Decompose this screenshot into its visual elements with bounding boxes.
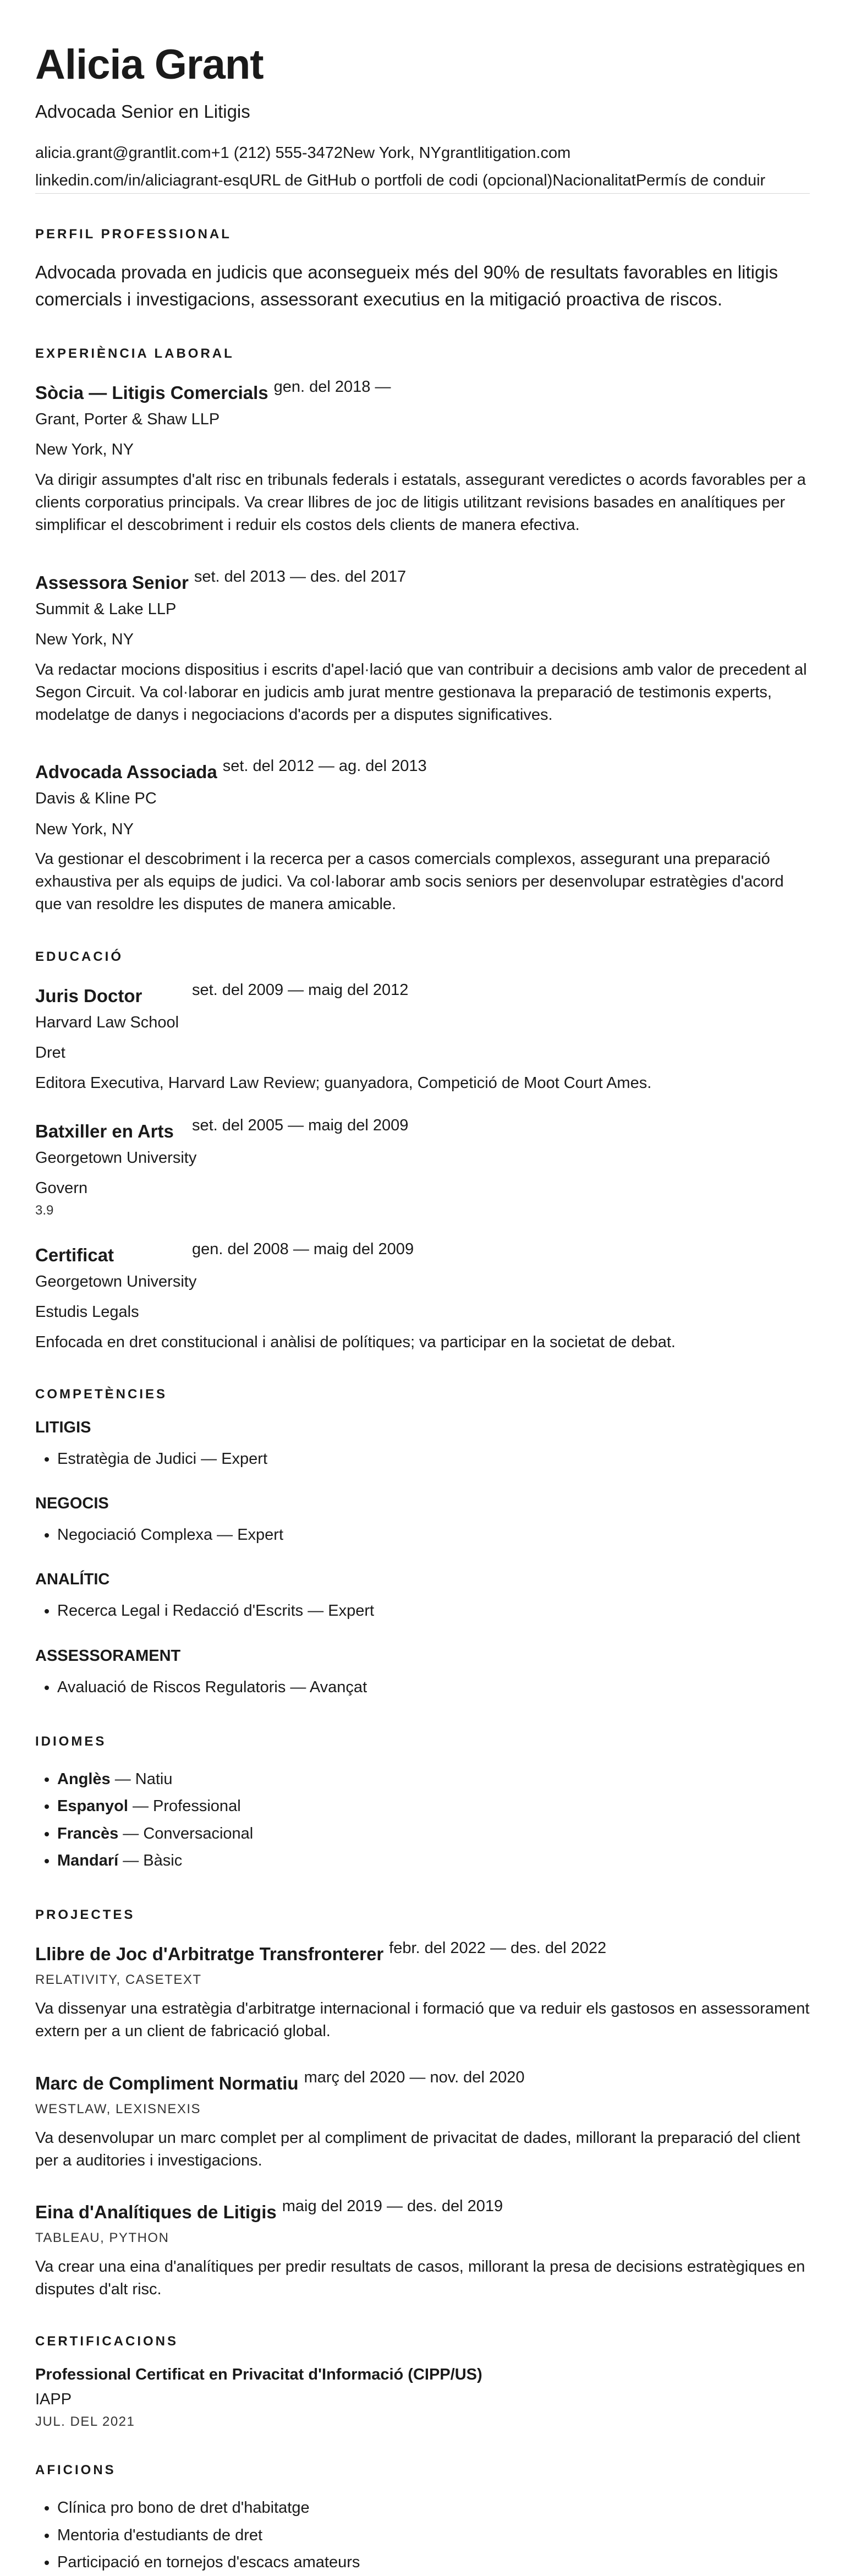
education-section: [35, 949, 810, 1354]
project-entry: [35, 2069, 810, 2172]
location-text: New York, NY: [343, 144, 441, 162]
project-dates: febr. del 2022 — des. del 2022: [389, 1939, 607, 1957]
experience-section: [35, 346, 810, 916]
job-company: Grant, Porter & Shaw LLP: [35, 410, 220, 428]
section-heading: EDUCACIÓ: [35, 949, 124, 964]
website-link[interactable]: grantlitigation.com: [441, 144, 571, 162]
project-description: Va desenvolupar un marc complet per al compliment de privacitat de dades, millorant la preparació del client per a auditories i investigacions.: [35, 2129, 800, 2169]
section-heading: PERFIL PROFESSIONAL: [35, 226, 232, 242]
language-item: [57, 1766, 810, 1793]
skills-section: [35, 1387, 810, 1701]
education-entry: [35, 981, 810, 1095]
project-dates: maig del 2019 — des. del 2019: [282, 2197, 503, 2215]
skill-category: ANALÍTIC: [35, 1571, 110, 1589]
job-title: Sòcia — Litigis Comercials: [35, 382, 268, 403]
project-entry: [35, 2197, 810, 2301]
language-name: Espanyol: [57, 1797, 128, 1815]
project-tools: TABLEAU, PYTHON: [35, 2230, 169, 2245]
education-dates: gen. del 2008 — maig del 2009: [192, 1240, 414, 1258]
job-location: New York, NY: [35, 441, 134, 459]
certifications-section: [35, 2334, 810, 2430]
certification-issuer: IAPP: [35, 2391, 72, 2409]
job-entry: [35, 757, 810, 916]
skill-item: • Recerca Legal i Redacció d'Escrits — Expert: [57, 1598, 810, 1625]
hobby-item: • Mentoria d'estudiants de dret: [57, 2522, 810, 2549]
projects-section: [35, 1907, 810, 2301]
job-dates: gen. del 2018 —: [273, 378, 391, 396]
project-title: Llibre de Joc d'Arbitratge Transfronterer: [35, 1944, 384, 1965]
email-link[interactable]: alicia.grant@grantlit.com: [35, 144, 211, 162]
education-entry: [35, 1240, 810, 1354]
project-entry: [35, 1939, 810, 2043]
profile-summary: Advocada provada en judicis que aconsegueix més del 90% de resultats favorables en litigis comercials i investigacions, assessorant executius en la mitigació proactiva de riscos.: [35, 261, 778, 310]
education-note: Editora Executiva, Harvard Law Review; guanyadora, Competició de Moot Court Ames.: [35, 1074, 652, 1092]
language-item: [57, 1820, 810, 1847]
section-heading: COMPETÈNCIES: [35, 1386, 168, 1402]
project-title: Eina d'Analítiques de Litigis: [35, 2201, 277, 2222]
certification-date: JUL. DEL 2021: [35, 2414, 135, 2430]
skill-list: [35, 1522, 810, 1549]
github-placeholder: URL de GitHub o portfoli de codi (opcional): [249, 172, 553, 190]
job-company: Davis & Kline PC: [35, 790, 157, 808]
job-location: New York, NY: [35, 631, 134, 648]
section-heading: PROJECTES: [35, 1907, 135, 1923]
project-tools: WESTLAW, LEXISNEXIS: [35, 2101, 201, 2116]
hobby-item: • Clínica pro bono de dret d'habitatge: [57, 2495, 810, 2522]
education-dates: set. del 2005 — maig del 2009: [192, 1116, 409, 1134]
section-heading: EXPERIÈNCIA LABORAL: [35, 346, 234, 361]
certification-name: Professional Certificat en Privacitat d'Informació (CIPP/US): [35, 2366, 482, 2384]
job-dates: set. del 2013 — des. del 2017: [194, 567, 407, 586]
project-description: Va dissenyar una estratègia d'arbitratge internacional i formació que va reduir els gastosos en assessorament extern per a un client de fabricació global.: [35, 2000, 810, 2041]
language-level: — Bàsic: [118, 1851, 183, 1869]
study-field: Govern: [35, 1179, 88, 1197]
license-text: Permís de conduir: [635, 172, 766, 190]
job-description: Va gestionar el descobriment i la recerca per a casos comercials complexos, assegurant una preparació exhaustiva per als equips de judici. Va col·laborar amb socis seniors per desenvolupar estratègies d'acord que van resoldre les disputes de manera amicable.: [35, 850, 784, 914]
gpa-value: 3.9: [35, 1202, 54, 1218]
nationality-text: Nacionalitat: [552, 172, 636, 190]
job-title: Advocada Associada: [35, 762, 217, 783]
language-name: Anglès: [57, 1770, 111, 1789]
language-item: [57, 1793, 810, 1820]
section-heading: CERTIFICACIONS: [35, 2334, 178, 2349]
project-description: Va crear una eina d'analítiques per predir resultats de casos, millorant la presa de decisions estratègiques en disputes d'alt risc.: [35, 2257, 805, 2299]
phone-text[interactable]: +1 (212) 555-3472: [211, 144, 343, 162]
school-name: Georgetown University: [35, 1148, 197, 1167]
language-name: Francès: [57, 1824, 119, 1842]
study-field: Estudis Legals: [35, 1303, 139, 1321]
language-level: — Natiu: [110, 1770, 173, 1789]
job-dates: set. del 2012 — ag. del 2013: [222, 757, 427, 775]
section-heading: AFICIONS: [35, 2463, 116, 2478]
hobbies-section: [35, 2463, 810, 2576]
job-entry: [35, 378, 810, 537]
school-name: Harvard Law School: [35, 1013, 179, 1031]
hobby-list: [35, 2495, 810, 2576]
project-tools: RELATIVITY, CASETEXT: [35, 1972, 202, 1988]
education-dates: set. del 2009 — maig del 2012: [192, 981, 409, 999]
skill-list: [35, 1598, 810, 1625]
project-title: Marc de Compliment Normatiu: [35, 2072, 299, 2093]
job-company: Summit & Lake LLP: [35, 600, 177, 618]
education-entry: [35, 1117, 810, 1218]
skill-list: [35, 1674, 810, 1701]
contact-row-secondary: [35, 169, 810, 194]
skill-item: • Avaluació de Riscos Regulatoris — Avançat: [57, 1674, 810, 1701]
skill-category: NEGOCIS: [35, 1495, 109, 1513]
profile-section: [35, 227, 810, 313]
skill-list: [35, 1446, 810, 1473]
linkedin-link[interactable]: linkedin.com/in/aliciagrant-esq: [35, 172, 249, 190]
contact-row-primary: [35, 142, 810, 165]
degree-title: Certificat: [35, 1244, 114, 1265]
job-entry: [35, 568, 810, 727]
degree-title: Batxiller en Arts: [35, 1120, 174, 1141]
job-description: Va dirigir assumptes d'alt risc en tribunals federals i estatals, assegurant veredictes o acords favorables per a clients corporatius principals. Va crear llibres de joc de litigis utilitzant revisions basades en analítiques per simplificar el descobriment i reduir els costos dels clients de manera efectiva.: [35, 471, 806, 534]
skill-category: LITIGIS: [35, 1418, 91, 1436]
education-note: Enfocada en dret constitucional i anàlisi de polítiques; va participar en la societat de debat.: [35, 1333, 676, 1351]
languages-section: [35, 1734, 810, 1874]
skill-category: ASSESSORAMENT: [35, 1647, 181, 1665]
language-level: — Professional: [128, 1797, 241, 1815]
language-name: Mandarí: [57, 1851, 119, 1869]
candidate-name: Alicia Grant: [35, 41, 264, 88]
hobby-item: • Participació en tornejos d'escacs amateurs: [57, 2549, 810, 2576]
job-description: Va redactar mocions dispositius i escrits d'apel·lació que van contribuir a decisions amb valor de precedent al Segon Circuit. Va col·laborar en judicis amb jurat mentre gestionava la preparació de testimonis experts, modelatge de danys i negociacions d'acords per a disputes significatives.: [35, 660, 807, 724]
skill-item: • Estratègia de Judici — Expert: [57, 1446, 810, 1473]
study-field: Dret: [35, 1044, 65, 1062]
section-heading: IDIOMES: [35, 1734, 107, 1749]
language-level: — Conversacional: [118, 1824, 254, 1842]
language-item: [57, 1847, 810, 1874]
job-title: Assessora Senior: [35, 572, 189, 593]
degree-title: Juris Doctor: [35, 985, 142, 1006]
skill-item: • Negociació Complexa — Expert: [57, 1522, 810, 1549]
job-location: New York, NY: [35, 820, 134, 838]
language-list: [35, 1766, 810, 1874]
candidate-title: Advocada Senior en Litigis: [35, 101, 250, 122]
school-name: Georgetown University: [35, 1272, 197, 1290]
project-dates: març del 2020 — nov. del 2020: [304, 2068, 525, 2086]
